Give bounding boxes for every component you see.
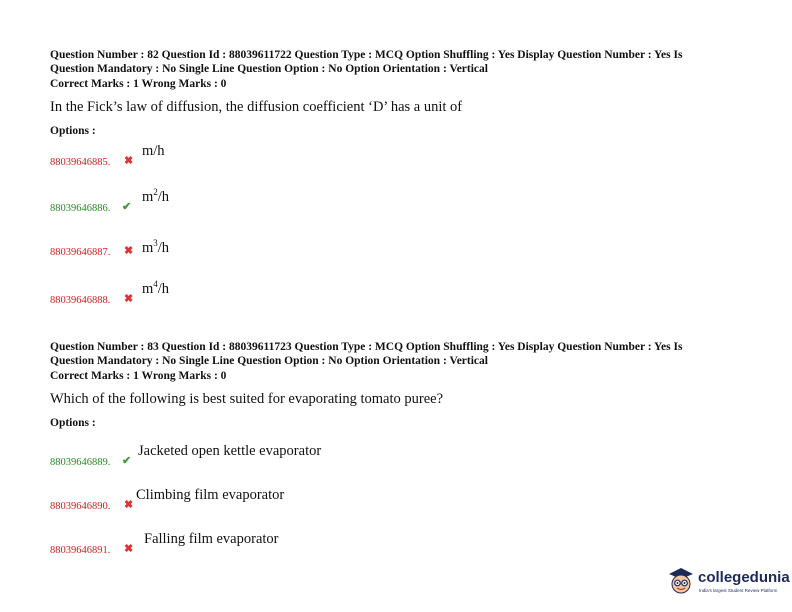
option-text: Falling film evaporator: [144, 531, 279, 547]
logo-tagline: India's largest Student Review Platform: [699, 588, 778, 593]
question-text: Which of the following is best suited for evaporating tomato puree?: [50, 391, 444, 407]
option-id: 88039646890.: [50, 501, 111, 512]
option-id: 88039646885.: [50, 157, 111, 168]
option-88039646885: [50, 144, 450, 168]
cross-icon: ✖: [124, 543, 134, 555]
question-meta-line1: Question Number : 82 Question Id : 88039611722 Question Type : MCQ Option Shuffling : Yes Display Question Number : Yes Is: [50, 49, 683, 61]
option-id: 88039646891.: [50, 545, 111, 556]
option-id: 88039646887.: [50, 247, 111, 258]
question-meta: [50, 48, 740, 76]
question-83: [50, 340, 740, 429]
question-meta-line1: Question Number : 83 Question Id : 88039611723 Question Type : MCQ Option Shuffling : Yes Display Question Number : Yes Is: [50, 341, 683, 353]
cross-icon: ✖: [124, 499, 134, 511]
option-id: 88039646888.: [50, 295, 111, 306]
question-meta-line2: Question Mandatory : No Single Line Question Option : No Option Orientation : Vertical: [50, 63, 488, 75]
question-marks: Correct Marks : 1 Wrong Marks : 0: [50, 78, 227, 90]
cross-icon: ✖: [124, 245, 134, 257]
option-text: [142, 238, 169, 257]
mascot-icon: [666, 566, 696, 596]
option-text: m/h: [142, 143, 165, 159]
option-text-tail: /h: [157, 281, 170, 297]
option-88039646888: [50, 279, 450, 306]
cross-icon: ✖: [124, 155, 134, 167]
logo-name: collegedunia: [698, 569, 790, 586]
option-id: 88039646886.: [50, 203, 111, 214]
option-text-base: m: [142, 281, 154, 297]
option-text-superscript: 2: [153, 187, 158, 198]
check-icon: ✔: [122, 455, 132, 467]
question-meta: [50, 340, 740, 368]
collegedunia-logo: [666, 566, 790, 602]
options-label: Options :: [50, 125, 96, 137]
question-82: [50, 48, 740, 137]
question-meta-line2: Question Mandatory : No Single Line Question Option : No Option Orientation : Vertical: [50, 355, 488, 367]
option-88039646887: [50, 234, 450, 258]
question-text: In the Fick’s law of diffusion, the diffusion coefficient ‘D’ has a unit of: [50, 99, 463, 115]
option-text-base: m: [142, 240, 154, 256]
check-icon: ✔: [122, 201, 132, 213]
option-88039646891: [50, 532, 450, 556]
option-88039646890: [50, 488, 450, 512]
option-text: Jacketed open kettle evaporator: [138, 443, 322, 459]
option-text: [142, 187, 169, 206]
option-text: [142, 279, 169, 298]
option-id: 88039646889.: [50, 457, 111, 468]
option-text-tail: /h: [157, 189, 170, 205]
option-text-base: m: [142, 189, 154, 205]
options-list-83: [50, 440, 740, 560]
option-text: Climbing film evaporator: [136, 487, 285, 503]
option-88039646886: [50, 187, 450, 214]
options-label: Options :: [50, 417, 96, 429]
question-marks: Correct Marks : 1 Wrong Marks : 0: [50, 370, 227, 382]
option-text-superscript: 3: [153, 238, 158, 249]
option-88039646889: [50, 444, 450, 468]
option-text-tail: /h: [157, 240, 170, 256]
option-text-superscript: 4: [153, 279, 158, 290]
options-list-82: [50, 140, 740, 310]
cross-icon: ✖: [124, 293, 134, 305]
